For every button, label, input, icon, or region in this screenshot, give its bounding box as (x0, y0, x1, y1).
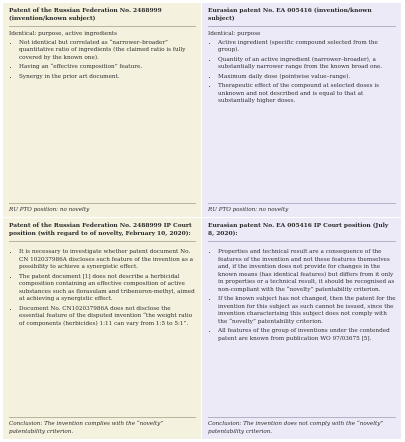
list-item: • Not identical but correlated as “narrower–broader” quantitative ratio of ingredients (the claimed ratio is fully covered by the known one). (19, 40, 196, 63)
list-item: • It is necessary to investigate whether patent document No. CN 102037986A discloses such feature of the invention as a possibility to achieve a synergistic effect. (19, 249, 196, 272)
list-item: • Properties and technical result are a consequence of the features of the invention and not these features themselves and, if the invention does not provide for changes in the known means (has identical features) but differs from it only in properties or a technical result, it should be recognised as non-compliant with the “novelty” patentability criterion. (218, 249, 396, 294)
list-item: • All features of the group of inventions under the contended patent are known from publication WO 97/03675 [5]. (218, 328, 396, 343)
list-item: • If the known subject has not changed, then the patent for the invention for this subject as such cannot be issued, since the invention characterising this subject does not comply with the “novelty” patentability criterion. (218, 296, 396, 326)
cell-ea-patent-court-position (202, 218, 401, 439)
feature-list (9, 40, 196, 84)
list-item: • Having an “effective composition” feature. (19, 64, 196, 72)
list-item: • Maximum daily dose (pointwise value–range). (218, 74, 396, 82)
list-item: • Quantity of an active ingredient (narrower–broader), a substantially narrower range from the known broad one. (218, 57, 396, 72)
list-item: • Active ingredient (specific compound selected from the group). (218, 40, 396, 55)
court-reasoning-list (9, 249, 196, 330)
feature-list (208, 40, 396, 108)
conclusion-text: Conclusion: The invention does not comply with the “novelty” patentability criterion. (208, 417, 396, 436)
list-item: • The patent document [1] does not describe a herbicidal composition containing an effective composition of active substances such as florasulam and tribenuron-methyl, aimed at achieving a synergistic effect. (19, 274, 196, 304)
identical-features-text: Identical: purpose (208, 31, 261, 37)
comparison-grid (3, 3, 401, 439)
pto-position-text: RU PTO position: no novelty (208, 203, 396, 215)
court-reasoning-list (208, 249, 396, 345)
list-item: • Synergy in the prior art document. (19, 74, 196, 82)
cell-heading: Patent of the Russian Federation No. 2488999 IP Court position (with regard to of novelty, February 10, 2020): (9, 222, 196, 242)
pto-position-text: RU PTO position: no novelty (9, 203, 196, 215)
cell-ru-patent-known-subject (3, 3, 202, 218)
identical-features-text: Identical: purpose, active ingredients (9, 31, 118, 37)
cell-heading: Eurasian patent No. EA 005416 IP Court position (July 8, 2020): (208, 222, 396, 242)
list-item: • Document No. CN102037986A does not disclose the essential feature of the disputed invention “the weight ratio of components (herbicides) 1:11 can vary from 1:5 to 5:1”. (19, 306, 196, 329)
list-item: • Therapeutic effect of the compound at selected doses is unknown and not described and is equal to that at substantially higher doses. (218, 83, 396, 106)
cell-ea-patent-known-subject (202, 3, 401, 218)
cell-heading: Eurasian patent No. EA 005416 (invention/known subject) (208, 7, 396, 27)
cell-ru-patent-court-position (3, 218, 202, 439)
conclusion-text: Conclusion: The invention complies with the “novelty” patentability criterion. (9, 417, 196, 436)
cell-heading: Patent of the Russian Federation No. 2488999 (invention/known subject) (9, 7, 196, 27)
